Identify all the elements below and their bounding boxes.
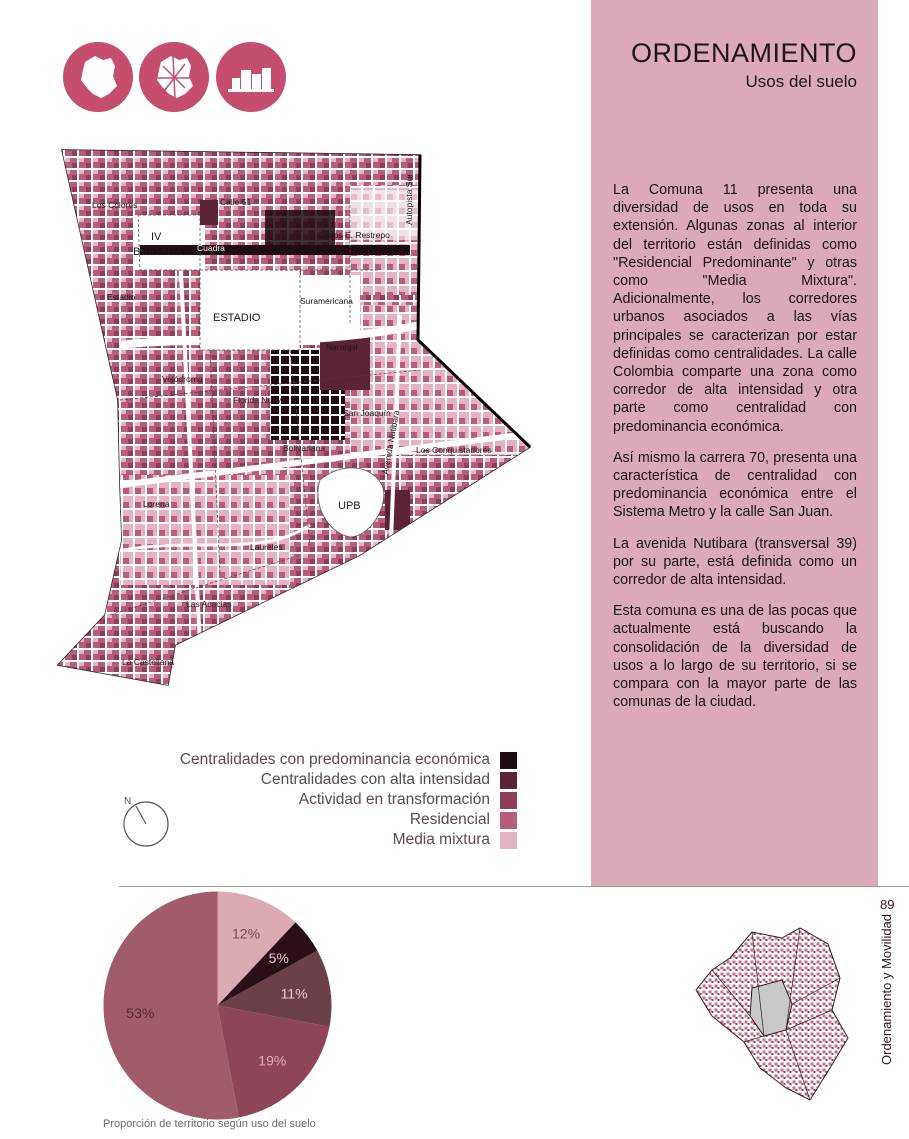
map-label: Avenida Nutibara: [380, 409, 402, 476]
legend-item: [261, 770, 517, 790]
side-section-label: [876, 885, 906, 1095]
legend-swatch: [500, 752, 517, 769]
map-label: Lorena: [143, 499, 170, 509]
map-label: Laureles: [250, 542, 283, 552]
paragraph: La Comuna 11 presenta una diversidad de usos en toda su extensión. Algunas zonas al interior del territorio están definidas como "Residencial Predominante" y otras como "Media Mixtura". Adicionalmente, los corredores urbanos asociados a las vías principales se caracterizan por estar definidas como centralidades. La calle Colombia comparte una zona como corredor de alta intensidad y otra parte como centralidad con predominancia económica.: [613, 182, 857, 435]
map-label: Velódromo: [162, 374, 203, 384]
map-label: Florida Nueva: [233, 395, 286, 405]
compass-label: N: [124, 796, 132, 807]
page-subtitle: Usos del suelo: [745, 72, 857, 91]
legend-label: Media mixtura: [392, 831, 490, 848]
map-label: UPB: [338, 500, 361, 512]
map-label: Calle 51: [220, 197, 252, 207]
side-label-text: Ordenamiento y Movilidad: [879, 913, 894, 1065]
body-text: [613, 181, 857, 724]
map-label: ESTADIO: [213, 312, 261, 324]
divider: [119, 886, 909, 887]
pie-slice-label: 5%: [268, 949, 289, 966]
legend-swatch: [500, 832, 517, 849]
compass-icon: [118, 794, 174, 850]
map-label: La Castellana: [122, 657, 174, 667]
page-number: 89: [880, 897, 895, 912]
city-locator-map: [690, 918, 860, 1108]
map-label: Autopista Sur: [404, 173, 414, 225]
land-use-map: [50, 145, 540, 705]
buildings-icon: [216, 42, 286, 112]
land-use-pie-chart: [100, 888, 335, 1123]
map-label: Las Acacias: [186, 599, 232, 609]
pie-slice-label: 11%: [280, 985, 308, 1002]
map-label: San Joaquín: [343, 408, 391, 418]
map-label: IV: [151, 231, 162, 243]
legend-swatch: [500, 812, 517, 829]
page-title: ORDENAMIENTO: [630, 38, 857, 68]
legend-swatch: [500, 772, 517, 789]
paragraph: Esta comuna es una de las pocas que actualmente está buscando la consolidación de la diversidad de usos a lo largo de su territorio, si se compara con la mayor parte de las comunas de la ciudad.: [613, 603, 857, 711]
legend-item: [180, 750, 517, 770]
city-outline-icon: [63, 42, 133, 112]
road-network-icon: [139, 42, 209, 112]
map-label: Cuadra: [197, 243, 225, 253]
legend-item: [393, 830, 517, 850]
map-label: Los Conquistadores: [416, 445, 492, 455]
pie-slice-label: 19%: [258, 1052, 287, 1069]
paragraph: Así mismo la carrera 70, presenta una característica de centralidad con predominancia económica entre el Sistema Metro y la calle San Juan.: [613, 449, 857, 521]
map-label: Naranjal: [326, 342, 358, 352]
map-label: Los Colores: [92, 200, 138, 210]
legend-label: Centralidades con alta intensidad: [260, 771, 490, 788]
map-label: Carlos E. Restrepo: [318, 230, 390, 240]
map-label: Bolivariana: [283, 443, 326, 453]
legend-label: Centralidades con predominancia económica: [179, 751, 490, 768]
pie-caption: Proporción de territorio según uso del suelo: [103, 1118, 316, 1130]
map-label: Suramericana: [300, 296, 353, 306]
legend-item: [410, 810, 517, 830]
paragraph: La avenida Nutibara (transversal 39) por su parte, está definida como un corredor de alta intensidad.: [613, 535, 857, 589]
map-label: BRIGADA: [133, 246, 183, 258]
pie-slice-label: 53%: [126, 1004, 155, 1021]
legend-swatch: [500, 792, 517, 809]
legend-label: Actividad en transformación: [298, 791, 490, 808]
legend-label: Residencial: [409, 811, 490, 828]
pie-slice-label: 12%: [232, 925, 261, 942]
map-label: Estadio: [107, 292, 136, 302]
legend-item: [299, 790, 517, 810]
